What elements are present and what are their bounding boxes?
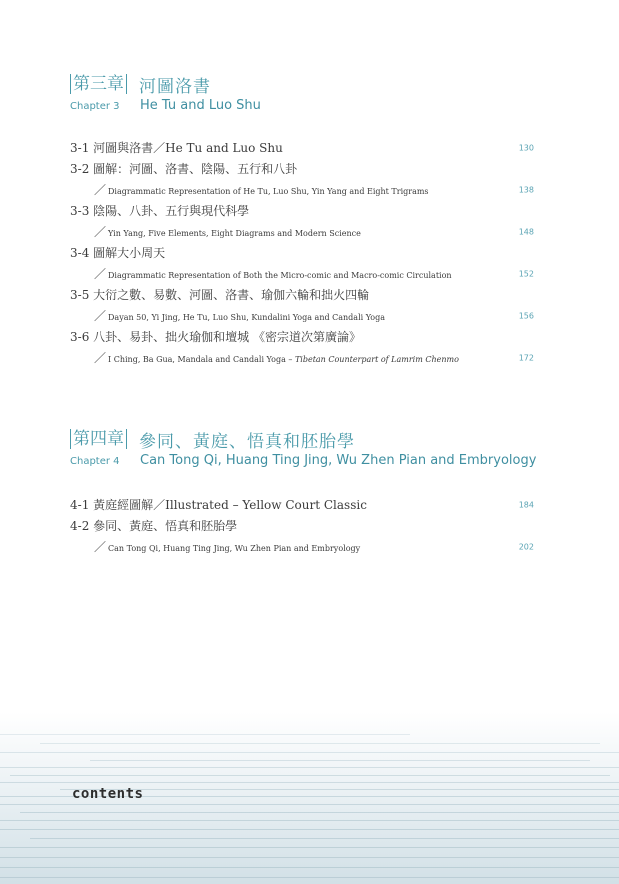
chapter-3-heading (70, 72, 261, 113)
chapter-4-entries (70, 494, 540, 557)
toc-entry-translation[interactable] (70, 179, 540, 200)
entry-title-en: ／ Diagrammatic Representation of Both the Micro-comic and Macro-comic Circulation (94, 267, 452, 281)
page-number: 184 (518, 500, 534, 509)
chapter-title-zh: 參同、黃庭、悟真和胚胎學 (139, 431, 355, 452)
chapter-number-zh: 第四章 (70, 429, 127, 449)
chapter-title-zh: 河圖洛書 (139, 76, 211, 97)
toc-entry[interactable] (70, 200, 540, 221)
entry-title-en: ／ Yin Yang, Five Elements, Eight Diagrams and Modern Science (94, 225, 361, 239)
entry-title: 4-2 參同、黃庭、悟真和胚胎學 (70, 519, 238, 533)
toc-entry-translation[interactable] (70, 305, 540, 326)
entry-title-en: ／ Can Tong Qi, Huang Ting Jing, Wu Zhen Pian and Embryology (94, 540, 361, 554)
page-number: 172 (518, 353, 534, 362)
toc-entry[interactable] (70, 284, 540, 305)
entry-title: 3-5 大衍之數、易數、河圖、洛書、瑜伽六輪和拙火四輪 (70, 288, 370, 302)
page-number: 138 (518, 185, 534, 194)
toc-entry[interactable] (70, 515, 540, 536)
chapter-3-entries (70, 137, 540, 368)
toc-entry[interactable] (70, 326, 540, 347)
entry-title: 3-3 陰陽、八卦、五行與現代科學 (70, 204, 250, 218)
chapter-4-heading (70, 427, 536, 468)
entry-title-en: ／ I Ching, Ba Gua, Mandala and Candali Yoga – Tibetan Counterpart of Lamrim Chenmo (94, 351, 459, 365)
page-number: 130 (518, 143, 534, 152)
toc-entry-translation[interactable] (70, 221, 540, 242)
page-number: 152 (518, 269, 534, 278)
chapter-title-en: Can Tong Qi, Huang Ting Jing, Wu Zhen Pian and Embryology (140, 453, 537, 468)
entry-title: 3-6 八卦、易卦、拙火瑜伽和壇城 《密宗道次第廣論》 (70, 330, 361, 344)
entry-title: 4-1 黃庭經圖解／Illustrated – Yellow Court Classic (70, 498, 367, 512)
entry-title: 3-2 圖解：河圖、洛書、陰陽、五行和八卦 (70, 162, 298, 176)
entry-title-en: ／ Diagrammatic Representation of He Tu, Luo Shu, Yin Yang and Eight Trigrams (94, 183, 429, 197)
toc-entry[interactable] (70, 494, 540, 515)
toc-entry-translation[interactable] (70, 347, 540, 368)
toc-entry-translation[interactable] (70, 263, 540, 284)
page-number: 148 (518, 227, 534, 236)
page-number: 156 (518, 311, 534, 320)
contents-label: contents (72, 786, 144, 802)
entry-title: 3-4 圖解大小周天 (70, 246, 166, 260)
entry-title: 3-1 河圖與洛書／He Tu and Luo Shu (70, 141, 283, 155)
toc-entry[interactable] (70, 242, 540, 263)
chapter-label-en: Chapter 4 (70, 456, 120, 467)
chapter-title-en: He Tu and Luo Shu (140, 98, 261, 113)
chapter-number-zh: 第三章 (70, 74, 127, 94)
page-number: 202 (518, 542, 534, 551)
entry-title-en: ／ Dayan 50, Yi Jing, He Tu, Luo Shu, Kundalini Yoga and Candali Yoga (94, 309, 386, 323)
chapter-label-en: Chapter 3 (70, 101, 120, 112)
toc-entry-translation[interactable] (70, 536, 540, 557)
toc-entry[interactable] (70, 137, 540, 158)
toc-entry[interactable] (70, 158, 540, 179)
